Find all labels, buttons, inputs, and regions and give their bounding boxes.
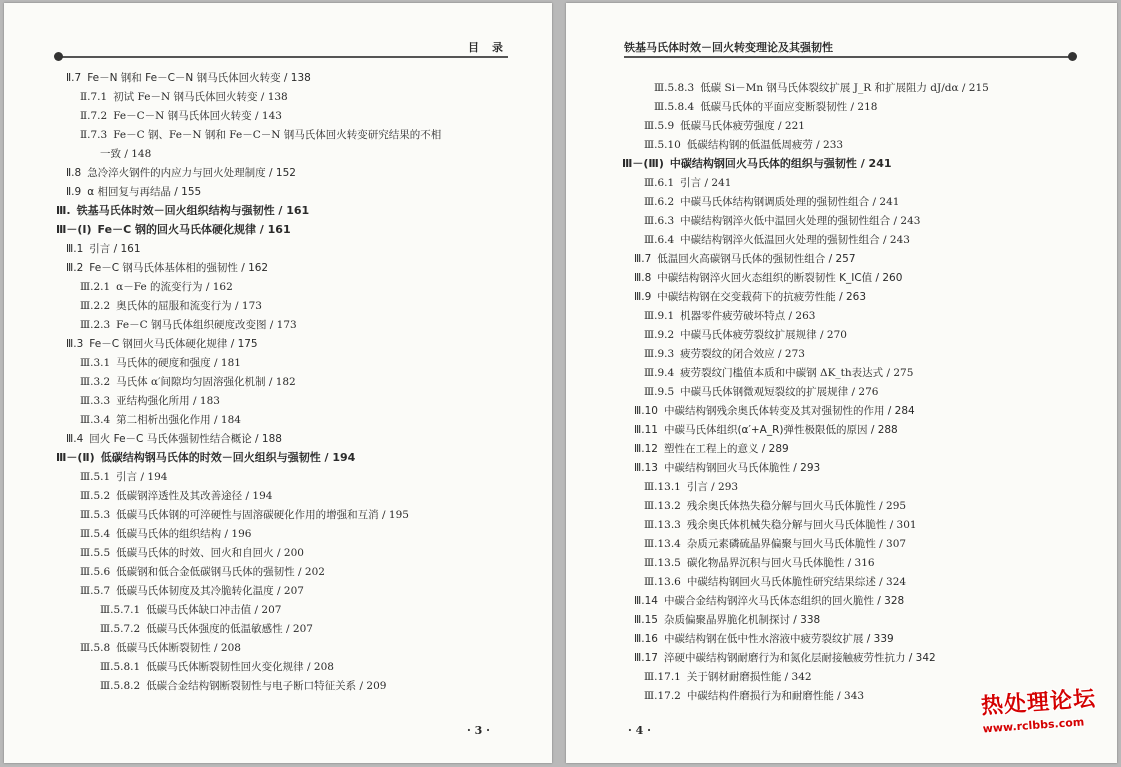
toc-entry [644,328,847,342]
toc-entry-title: 塑性在工程上的意义 / 289 [663,443,789,455]
toc-entry-number: Ⅲ.3.1 [80,357,111,369]
toc-entry-number: Ⅱ.7.1 [80,91,108,103]
header-rule-left [60,56,508,58]
toc-entry-title: 回火 Fe－C 马氏体强韧性结合概论 / 188 [89,433,282,445]
toc-entry-number: Ⅲ.13 [634,462,658,474]
toc-entry-title: 中碳结构钢淬火低中温回火处理的强韧性组合 / 243 [680,215,921,227]
toc-entry-title: 残余奥氏体机械失稳分解与回火马氏体脆性 / 301 [686,519,917,531]
toc-entry-title: 低碳马氏体韧度及其冷脆转化温度 / 207 [116,585,304,597]
toc-entry-title: Fe－C 钢马氏体组织硬度改变图 / 173 [116,319,297,331]
header-dot-left [54,52,63,61]
toc-entry [100,147,151,161]
toc-entry-number: Ⅲ.3.3 [80,395,111,407]
toc-entry-title: 初试 Fe－N 钢马氏体回火转变 / 138 [113,91,288,103]
toc-entry [66,242,141,256]
toc-entry-title: 中碳合金结构钢淬火马氏体态组织的回火脆性 / 328 [663,595,905,607]
toc-entry-number: Ⅲ.5.5 [80,547,111,559]
toc-entry [66,71,311,85]
page-number-right: · 4 · [628,724,651,737]
toc-entry [80,489,272,503]
toc-entry-number: Ⅲ.5.8.3 [654,82,695,94]
toc-entry-title: 中碳结构钢回火马氏体脆性 / 293 [663,462,821,474]
toc-entry [100,622,313,636]
toc-entry [80,565,325,579]
toc-entry-number: Ⅲ.13.5 [644,557,681,569]
toc-entry-number: Ⅲ.5.8.2 [100,680,141,692]
toc-entry-title: 引言 / 161 [89,243,141,255]
toc-entry-number: Ⅲ.12 [634,443,658,455]
toc-entry [80,470,167,484]
toc-entry-number: Ⅲ.6.3 [644,215,675,227]
toc-entry [634,613,820,627]
toc-entry-title: 中碳结构钢回火马氏体的组织与强韧性 / 241 [669,157,892,170]
toc-entry-title: 中碳马氏体钢微观短裂纹的扩展规律 / 276 [680,386,879,398]
toc-entry-number: Ⅲ.16 [634,633,658,645]
toc-entry [644,309,815,323]
toc-entry-title: 碳化物晶界沉积与回火马氏体脆性 / 316 [686,557,875,569]
toc-entry [644,537,906,551]
toc-entry-title: 低碳结构钢的低温低周疲劳 / 233 [686,139,844,151]
toc-entry-title: 中碳结构钢淬火低温回火处理的强韧性组合 / 243 [680,234,910,246]
toc-entry-number: Ⅲ.2.2 [80,300,111,312]
toc-entry-title: Fe－N 钢和 Fe－C－N 钢马氏体回火转变 / 138 [87,72,311,84]
toc-entry-title: 低碳马氏体的时效、回火和自回火 / 200 [116,547,304,559]
toc-entry-title: Fe－C 钢马氏体基体相的强韧性 / 162 [89,262,269,274]
toc-entry-title: 中碳结构钢在交变载荷下的抗疲劳性能 / 263 [657,291,867,303]
toc-entry-number: Ⅲ. [56,204,71,217]
toc-entry-number: Ⅲ.4 [66,433,84,445]
toc-entry-title: 引言 / 293 [686,481,739,493]
toc-entry-number: Ⅲ.5.7.2 [100,623,141,635]
toc-entry [644,575,906,589]
toc-entry-title: 杂质元素磷硫晶界偏聚与回火马氏体脆性 / 307 [686,538,907,550]
running-head-left: 目 录 [468,41,504,54]
toc-entry [80,641,241,655]
toc-entry [644,385,878,399]
toc-entry-number: Ⅲ.13.2 [644,500,681,512]
toc-entry [100,679,386,693]
toc-entry-title: 中碳结构钢在低中性水溶液中疲劳裂纹扩展 / 339 [663,633,894,645]
toc-entry [56,451,355,465]
toc-entry [654,81,989,95]
toc-entry-number: Ⅲ－(Ⅲ) [622,157,664,170]
toc-entry [634,404,915,418]
toc-entry-title: 低碳马氏体钢的可淬硬性与固溶碳硬化作用的增强和互消 / 195 [116,509,409,521]
toc-entry [66,166,296,180]
toc-entry [644,195,899,209]
toc-entry-number: Ⅱ.7.2 [80,110,108,122]
toc-entry-title: 低碳钢淬透性及其改善途径 / 194 [116,490,273,502]
toc-entry [644,556,875,570]
toc-entry-number: Ⅲ.9.3 [644,348,675,360]
toc-entry-number: Ⅲ.5.1 [80,471,111,483]
toc-entry-title: 机器零件疲劳破坏特点 / 263 [680,310,816,322]
toc-entry-number: Ⅲ.5.4 [80,528,111,540]
toc-entry-title: 低碳马氏体的组织结构 / 196 [116,528,252,540]
toc-entry [644,119,805,133]
toc-entry-title: 中碳马氏体结构钢调质处理的强韧性组合 / 241 [680,196,900,208]
toc-entry-title: 低碳马氏体断裂韧性 / 208 [116,642,241,654]
toc-entry [66,185,201,199]
watermark-title: 热处理论坛 [980,686,1097,720]
toc-entry [100,660,334,674]
toc-entry-title: 中碳马氏体组织(α′+A_R)弹性极限低的原因 / 288 [663,424,898,436]
toc-entry-number: Ⅲ.9 [634,291,652,303]
toc-entry [80,299,262,313]
toc-entry [644,670,812,684]
toc-entry-number: Ⅲ.17 [634,652,658,664]
toc-entry [80,128,441,142]
toc-entry-title: Fe－C 钢、Fe－N 钢和 Fe－C－N 钢马氏体回火转变研究结果的不相 [113,129,442,141]
toc-entry-number: Ⅲ.5.7.1 [100,604,141,616]
toc-entry [80,584,304,598]
toc-entry-number: Ⅱ.9 [66,186,82,198]
toc-entry-number: Ⅲ.13.4 [644,538,681,550]
toc-entry-number: Ⅲ.15 [634,614,658,626]
toc-entry [644,689,864,703]
toc-entry [634,651,936,665]
toc-entry-number: Ⅱ.8 [66,167,82,179]
toc-entry [634,594,904,608]
toc-entry-number: Ⅲ.5.7 [80,585,111,597]
toc-entry-title: 第二相析出强化作用 / 184 [116,414,241,426]
right-page [566,3,1117,763]
toc-entry-number: Ⅲ.13.3 [644,519,681,531]
toc-entry-title: 引言 / 194 [116,471,168,483]
toc-entry-title: 低碳马氏体的平面应变断裂韧性 / 218 [700,101,878,113]
toc-entry [80,546,304,560]
toc-entry-number: Ⅱ.7 [66,72,82,84]
forum-watermark [980,681,1114,752]
toc-entry-number: Ⅲ.11 [634,424,658,436]
toc-entry-title: 关于钢材耐磨损性能 / 342 [686,671,812,683]
toc-entry-number: Ⅲ.6.1 [644,177,675,189]
watermark-url: www.rclbbs.com [982,715,1085,736]
toc-entry [644,366,913,380]
toc-entry [66,432,282,446]
toc-entry-title: 低温回火高碳钢马氏体的强韧性组合 / 257 [657,253,856,265]
toc-entry [634,442,789,456]
toc-entry-number: Ⅲ.8 [634,272,652,284]
toc-entry-number: Ⅲ.5.3 [80,509,111,521]
toc-entry [634,461,820,475]
left-page [4,3,552,763]
toc-entry-number: Ⅲ.1 [66,243,84,255]
toc-entry-title: 低碳马氏体强度的低温敏感性 / 207 [146,623,313,635]
toc-entry [80,413,241,427]
toc-entry [644,518,917,532]
toc-entry-title: Fe－C－N 钢马氏体回火转变 / 143 [113,110,282,122]
toc-entry-number: Ⅲ.14 [634,595,658,607]
toc-entry [654,100,877,114]
toc-entry [644,347,805,361]
toc-entry [80,508,409,522]
toc-entry-title: 一致 / 148 [100,148,152,160]
toc-entry [644,480,738,494]
toc-entry-number: Ⅲ.13.6 [644,576,681,588]
toc-entry-number: Ⅲ.3 [66,338,84,350]
toc-entry-number: Ⅲ.5.2 [80,490,111,502]
toc-entry-title: 铁基马氏体时效－回火组织结构与强韧性 / 161 [76,204,310,217]
toc-entry-number: Ⅲ－(Ⅱ) [56,451,95,464]
toc-entry-title: 杂质偏聚晶界脆化机制探讨 / 338 [663,614,821,626]
toc-entry-number: Ⅲ.10 [634,405,658,417]
toc-entry [634,252,856,266]
toc-entry-title: 淬硬中碳结构钢耐磨行为和氮化层耐接触疲劳性抗力 / 342 [663,652,936,664]
toc-entry [80,318,297,332]
toc-entry-number: Ⅲ.5.8 [80,642,111,654]
toc-entry-number: Ⅲ.9.4 [644,367,675,379]
toc-entry [644,499,906,513]
toc-entry-title: 低碳马氏体疲劳强度 / 221 [680,120,805,132]
toc-entry-title: 低碳马氏体缺口冲击值 / 207 [146,604,282,616]
toc-entry-number: Ⅲ.3.4 [80,414,111,426]
toc-entry [634,290,866,304]
toc-entry-title: Fe－C 钢的回火马氏体硬化规律 / 161 [97,223,291,236]
toc-entry-title: Fe－C 钢回火马氏体硬化规律 / 175 [89,338,258,350]
toc-entry [644,176,731,190]
toc-entry [622,157,892,171]
toc-entry [644,138,843,152]
toc-entry [644,233,910,247]
toc-entry [634,423,898,437]
toc-entry-title: 中碳马氏体疲劳裂纹扩展规律 / 270 [680,329,847,341]
toc-entry [80,90,288,104]
toc-entry-title: 中碳结构钢回火马氏体脆性研究结果综述 / 324 [686,576,907,588]
running-head-right: 铁基马氏体时效－回火转变理论及其强韧性 [624,41,833,54]
toc-entry-number: Ⅲ.6.2 [644,196,675,208]
toc-entry [80,109,282,123]
toc-entry-number: Ⅲ.2.3 [80,319,111,331]
toc-entry-title: 疲劳裂纹门槛值本质和中碳钢 ΔK_th表达式 / 275 [680,367,914,379]
toc-entry-title: 引言 / 241 [680,177,732,189]
toc-entry-title: 马氏体 α′间隙均匀固溶强化机制 / 182 [116,376,296,388]
toc-entry-title: 中碳结构件磨损行为和耐磨性能 / 343 [686,690,865,702]
toc-entry-number: Ⅲ.2.1 [80,281,111,293]
toc-entry-title: α 相回复与再结晶 / 155 [87,186,202,198]
toc-entry [80,375,296,389]
toc-entry-title: 残余奥氏体热失稳分解与回火马氏体脆性 / 295 [686,500,907,512]
toc-entry-number: Ⅲ.5.8.4 [654,101,695,113]
toc-entry [56,223,291,237]
toc-entry-number: Ⅲ.9.1 [644,310,675,322]
toc-entry-number: Ⅲ.17.2 [644,690,681,702]
toc-entry [66,261,268,275]
page-number-left: · 3 · [467,724,490,737]
toc-entry-title: 低碳合金结构钢断裂韧性与电子断口特征关系 / 209 [146,680,387,692]
toc-entry [56,204,309,218]
toc-entry-title: 低碳钢和低合金低碳钢马氏体的强韧性 / 202 [116,566,325,578]
toc-entry [100,603,281,617]
toc-entry-number: Ⅱ.7.3 [80,129,108,141]
toc-entry [634,271,902,285]
toc-entry [80,356,241,370]
toc-entry-number: Ⅲ.5.9 [644,120,675,132]
toc-entry-title: 奥氏体的屈服和流变行为 / 173 [116,300,262,312]
toc-entry-number: Ⅲ.9.2 [644,329,675,341]
toc-entry-number: Ⅲ.9.5 [644,386,675,398]
toc-entry [80,280,233,294]
toc-entry [80,527,251,541]
toc-entry-title: 中碳结构钢淬火回火态组织的断裂韧性 K_IC值 / 260 [657,272,903,284]
toc-entry-title: 急冷淬火钢件的内应力与回火处理制度 / 152 [87,167,296,179]
toc-entry-title: 中碳结构钢残余奥氏体转变及其对强韧性的作用 / 284 [663,405,915,417]
toc-entry-title: 马氏体的硬度和强度 / 181 [116,357,241,369]
toc-entry-title: 低碳 Si－Mn 钢马氏体裂纹扩展 J_R 和扩展阻力 dJ/dα / 215 [700,82,989,94]
toc-entry-number: Ⅲ.3.2 [80,376,111,388]
toc-entry-title: 疲劳裂纹的闭合效应 / 273 [680,348,805,360]
toc-entry-title: 亚结构强化所用 / 183 [116,395,220,407]
toc-entry-number: Ⅲ－(Ⅰ) [56,223,92,236]
toc-entry-number: Ⅲ.17.1 [644,671,681,683]
toc-entry [634,632,894,646]
toc-entry [644,214,920,228]
toc-entry-title: 低碳马氏体断裂韧性回火变化规律 / 208 [146,661,334,673]
toc-entry [80,394,220,408]
toc-entry [66,337,258,351]
header-dot-right [1068,52,1077,61]
toc-entry-number: Ⅲ.5.6 [80,566,111,578]
toc-entry-number: Ⅲ.2 [66,262,84,274]
toc-entry-number: Ⅲ.6.4 [644,234,675,246]
toc-entry-number: Ⅲ.5.10 [644,139,681,151]
toc-entry-number: Ⅲ.13.1 [644,481,681,493]
toc-entry-number: Ⅲ.5.8.1 [100,661,141,673]
toc-entry-title: 低碳结构钢马氏体的时效－回火组织与强韧性 / 194 [100,451,356,464]
header-rule-right [624,56,1073,58]
toc-entry-number: Ⅲ.7 [634,253,652,265]
toc-entry-title: α－Fe 的流变行为 / 162 [116,281,233,293]
